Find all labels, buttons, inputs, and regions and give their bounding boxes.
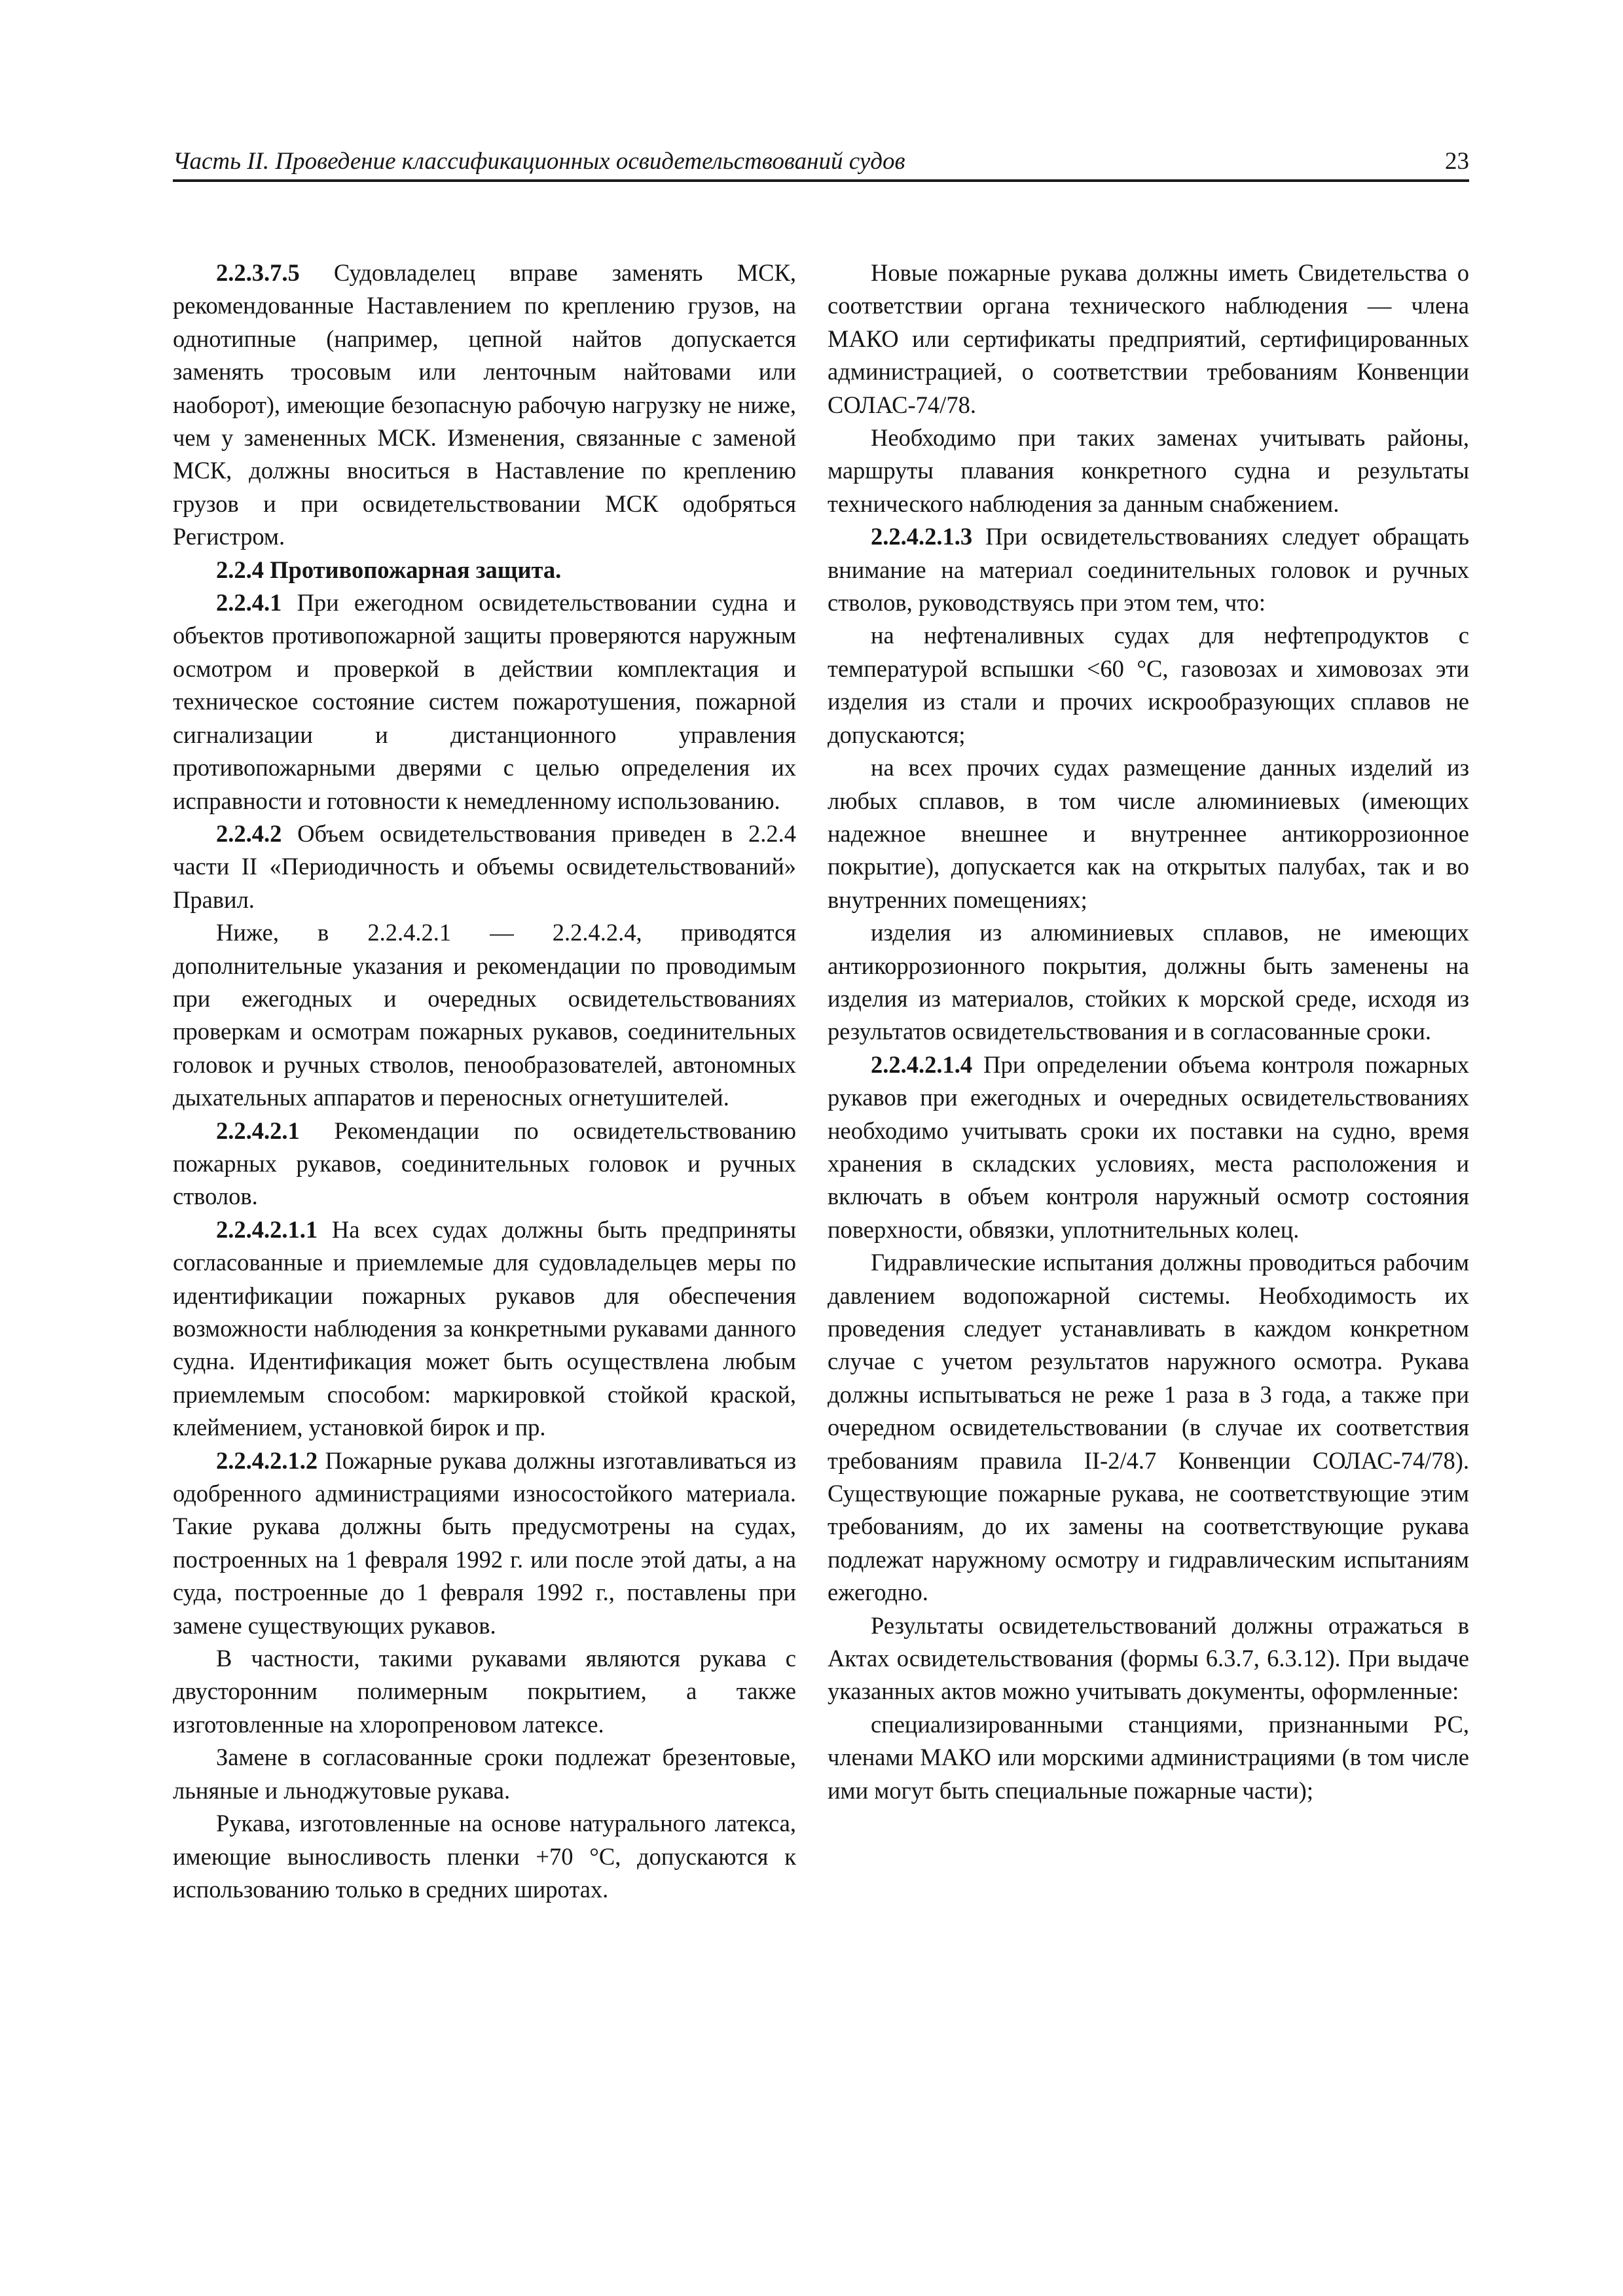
clause-number: 2.2.4.2.1.3 (871, 523, 973, 550)
paragraph: Необходимо при таких заменах учитывать районы, маршруты плавания конкретного судна и результаты технического наблюдения за данным снабжением. (828, 424, 1469, 517)
running-header (173, 145, 1469, 182)
clause-number: 2.2.4.2.1.2 (216, 1446, 318, 1474)
paragraph: Новые пожарные рукава должны иметь Свидетельства о соответствии органа технического наблюдения — члена МАКО или сертификаты предприятий, сертифицированных администрацией, о соответствии требованиям Конвенции СОЛАС-74/78. (828, 259, 1469, 418)
paragraph-text: При ежегодном освидетельствовании судна и объектов противопожарной защиты проверяются наружным осмотром и проверкой в действии комплектация и техническое состояние систем пожаротушения, пожарной сигнализации и дистанционного управления противопожарными дверями с целью определения их исправности и готовности к немедленному использованию. (173, 589, 796, 814)
paragraph-2-2-4-2-1 (173, 1115, 796, 1213)
paragraph-text: Пожарные рукава должны изготавливаться из одобренного администрациями износостойкого материала. Такие рукава должны быть предусмотрены на судах, построенных на 1 февраля 1992 г. или после этой даты, а на суда, построенные до 1 февраля 1992 г., поставлены при замене существующих рукавов. (173, 1446, 796, 1639)
paragraph: Результаты освидетельствований должны отражаться в Актах освидетельствования (формы 6.3.7, 6.3.12). При выдаче указанных актов можно учитывать документы, оформленные: (828, 1611, 1469, 1705)
paragraph: Гидравлические испытания должны проводиться рабочим давлением водопожарной системы. Необходимость их проведения следует устанавливать в каждом конкретном случае с учетом результатов наружного осмотра. Рукава должны испытываться не реже 1 раза в 3 года, а также при очередном освидетельствовании (в случае их соответствия требованиям правила II-2/4.7 Конвенции СОЛАС-74/78). Существующие пожарные рукава, не соответствующие этим требованиям, до их замены на соответствующие рукава подлежат наружному осмотру и гидравлическим испытаниям ежегодно. (828, 1249, 1469, 1606)
paragraph-text: При определении объема контроля пожарных рукавов при ежегодных и очередных освидетельствованиях необходимо учитывать сроки их поставки на судно, время хранения в складских условиях, места расположения и включать в объем контроля наружный осмотр состояния поверхности, обвязки, уплотнительных колец. (828, 1050, 1469, 1243)
list-item: на всех прочих судах размещение данных изделий из любых сплавов, в том числе алюминиевых (имеющих надежное внешнее и внутреннее антикоррозионное покрытие), допускается как на открытых палубах, так и во внутренних помещениях; (828, 754, 1469, 913)
right-column (828, 257, 1469, 1807)
paragraph: В частности, такими рукавами являются рукава с двусторонним полимерным покрытием, а также изготовленные на хлоропреновом латексе. (173, 1645, 796, 1738)
paragraph-2-2-4-2-1-2 (173, 1444, 796, 1642)
paragraph-text: Судовладелец вправе заменять МСК, рекомендованные Наставлением по креплению грузов, на однотипные (например, цепной найтов допускается заменять тросовым или ленточным найтовами или наоборот), имеющие безопасную рабочую нагрузку не ниже, чем у замененных МСК. Изменения, связанные с заменой МСК, должны вноситься в Наставление по креплению грузов и при освидетельствовании МСК одобряться Регистром. (173, 259, 796, 550)
section-heading: 2.2.4 Противопожарная защита. (216, 556, 562, 583)
clause-number: 2.2.3.7.5 (216, 259, 300, 286)
list-item: изделия из алюминиевых сплавов, не имеющих антикоррозионного покрытия, должны быть заменены на изделия из материалов, стойких к морской среде, исходя из результатов освидетельствования и в согласованные сроки. (828, 919, 1469, 1045)
paragraph: Рукава, изготовленные на основе натурального латекса, имеющие выносливость пленки +70 °С, допускаются к использованию только в средних широтах. (173, 1810, 796, 1903)
paragraph-2-2-4-2-1-4 (828, 1049, 1469, 1246)
paragraph-2-2-4-2-1-3 (828, 520, 1469, 619)
paragraph-text: Объем освидетельствования приведен в 2.2.4 части II «Периодичность и объемы освидетельствований» Правил. (173, 819, 796, 913)
page-number: 23 (1445, 148, 1469, 175)
clause-number: 2.2.4.2 (216, 819, 282, 847)
paragraph-text: При освидетельствованиях следует обращать внимание на материал соединительных головок и ручных стволов, руководствуясь при этом тем, что: (828, 523, 1469, 617)
paragraph-2-2-4-2 (173, 817, 796, 916)
list-item: на нефтеналивных судах для нефтепродуктов с температурой вспышки <60 °С, газовозах и химовозах эти изделия из стали и прочих искрообразующих сплавов не допускаются; (828, 622, 1469, 748)
paragraph-2-2-4-2-1-1 (173, 1213, 796, 1444)
paragraph: Ниже, в 2.2.4.2.1 — 2.2.4.2.4, приводятся дополнительные указания и рекомендации по проводимым при ежегодных и очередных освидетельствованиях проверкам и осмотрам пожарных рукавов, соединительных головок и ручных стволов, пенообразователей, автономных дыхательных аппаратов и переносных огнетушителей. (173, 919, 796, 1111)
left-column (173, 257, 796, 1906)
clause-number: 2.2.4.1 (216, 589, 282, 617)
list-item: специализированными станциями, признанными РС, членами МАКО или морскими администрациями (в том числе ими могут быть специальные пожарные части); (828, 1710, 1469, 1804)
paragraph-2-2-4-1 (173, 586, 796, 817)
paragraph-text: Рекомендации по освидетельствованию пожарных рукавов, соединительных головок и ручных стволов. (173, 1117, 796, 1210)
header-title: Часть II. Проведение классификационных освидетельствований судов (173, 148, 905, 175)
paragraph-text: На всех судах должны быть предприняты согласованные и приемлемые для судовладельцев меры по идентификации пожарных рукавов для обеспечения возможности наблюдения за конкретными рукавами данного судна. Идентификация может быть осуществлена любым приемлемым способом: маркировкой стойкой краской, клеймением, установкой бирок и пр. (173, 1215, 796, 1441)
clause-number: 2.2.4.2.1.1 (216, 1215, 318, 1243)
paragraph-2-2-3-7-5 (173, 257, 796, 554)
clause-number: 2.2.4.2.1 (216, 1117, 300, 1144)
paragraph: Замене в согласованные сроки подлежат брезентовые, льняные и льноджутовые рукава. (173, 1744, 796, 1804)
clause-number: 2.2.4.2.1.4 (871, 1050, 973, 1078)
